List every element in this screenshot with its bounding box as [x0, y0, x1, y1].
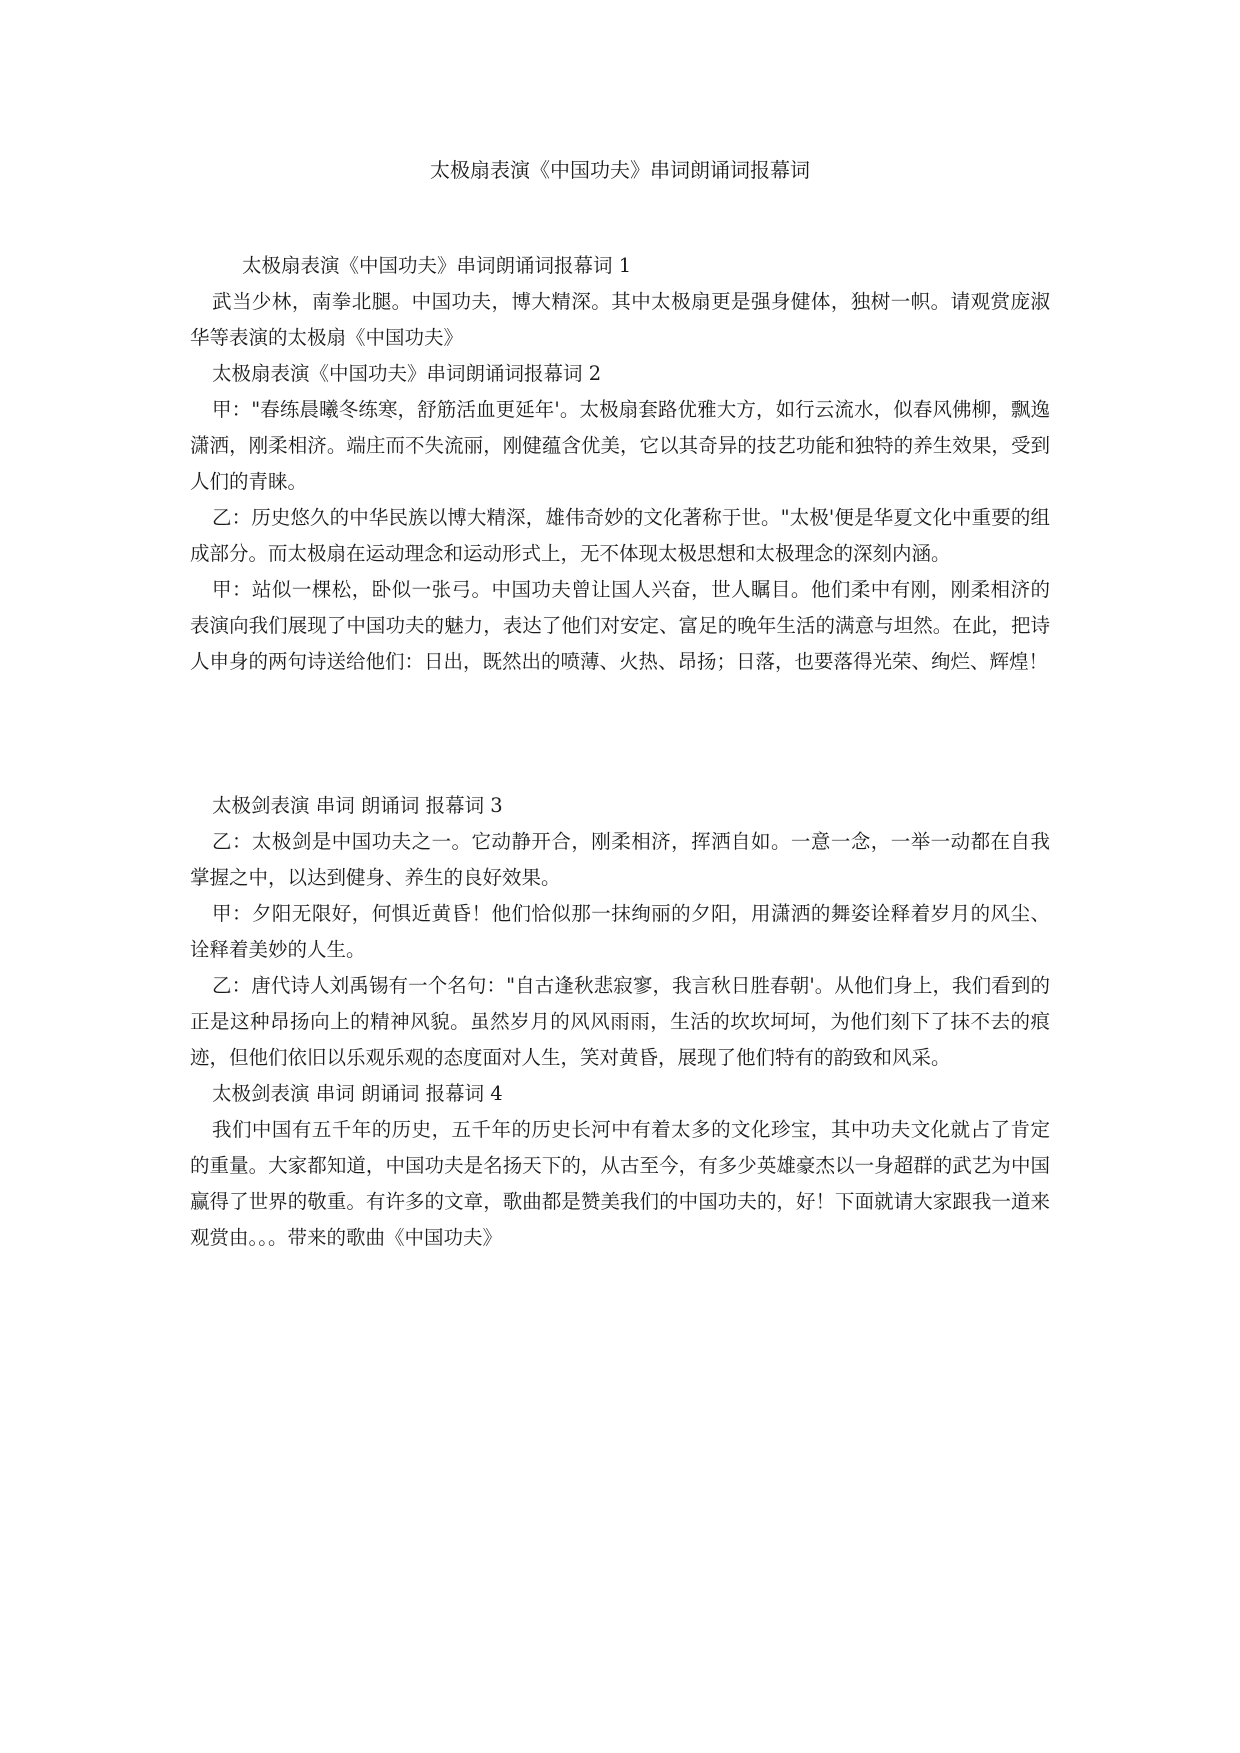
document-title: 太极扇表演《中国功夫》串词朗诵词报幕词 — [430, 158, 810, 182]
section-1-paragraph: 武当少林，南拳北腿。中国功夫，博大精深。其中太极扇更是强身健体，独树一帜。请观赏庞淑华等表演的太极扇《中国功夫》 — [190, 290, 1050, 349]
document-body — [190, 248, 1050, 1256]
section-3-paragraph: 乙：唐代诗人刘禹锡有一个名句："自古逢秋悲寂寥，我言秋日胜春朝'。从他们身上，我们看到的正是这种昂扬向上的精神风貌。虽然岁月的风风雨雨，生活的坎坎坷坷，为他们刻下了抹不去的痕迹，但他们依旧以乐观乐观的态度面对人生，笑对黄昏，展现了他们特有的韵致和风采。 — [190, 974, 1050, 1069]
section-2-paragraph: 乙：历史悠久的中华民族以博大精深，雄伟奇妙的文化著称于世。"太极'便是华夏文化中重要的组成部分。而太极扇在运动理念和运动形式上，无不体现太极思想和太极理念的深刻内涵。 — [190, 506, 1050, 565]
section-2-heading: 太极扇表演《中国功夫》串词朗诵词报幕词 2 — [212, 362, 602, 385]
section-spacer — [190, 680, 1050, 788]
section-3-heading: 太极剑表演 串词 朗诵词 报幕词 3 — [212, 794, 503, 817]
section-4-heading: 太极剑表演 串词 朗诵词 报幕词 4 — [212, 1082, 503, 1105]
section-2-paragraph: 甲：站似一棵松，卧似一张弓。中国功夫曾让国人兴奋，世人瞩目。他们柔中有刚，刚柔相济的表演向我们展现了中国功夫的魅力，表达了他们对安定、富足的晚年生活的满意与坦然。在此，把诗人申身的两句诗送给他们：日出，既然出的喷薄、火热、昂扬；日落，也要落得光荣、绚烂、辉煌！ — [190, 578, 1050, 673]
section-3-paragraph: 乙：太极剑是中国功夫之一。它动静开合，刚柔相济，挥洒自如。一意一念，一举一动都在自我掌握之中，以达到健身、养生的良好效果。 — [190, 830, 1050, 889]
section-2-paragraph: 甲："春练晨曦冬练寒，舒筋活血更延年'。太极扇套路优雅大方，如行云流水，似春风佛柳，飘逸潇洒，刚柔相济。端庄而不失流丽，刚健蕴含优美，它以其奇异的技艺功能和独特的养生效果，受到人们的青睐。 — [190, 398, 1050, 493]
section-4-paragraph: 我们中国有五千年的历史，五千年的历史长河中有着太多的文化珍宝，其中功夫文化就占了肯定的重量。大家都知道，中国功夫是名扬天下的，从古至今，有多少英雄豪杰以一身超群的武艺为中国赢得了世界的敬重。有许多的文章，歌曲都是赞美我们的中国功夫的，好！下面就请大家跟我一道来观赏由。。。带来的歌曲《中国功夫》 — [190, 1118, 1050, 1249]
section-3-paragraph: 甲：夕阳无限好，何惧近黄昏！他们恰似那一抹绚丽的夕阳，用潇洒的舞姿诠释着岁月的风尘、诠释着美妙的人生。 — [190, 902, 1050, 961]
section-1-heading: 太极扇表演《中国功夫》串词朗诵词报幕词 1 — [242, 254, 632, 277]
